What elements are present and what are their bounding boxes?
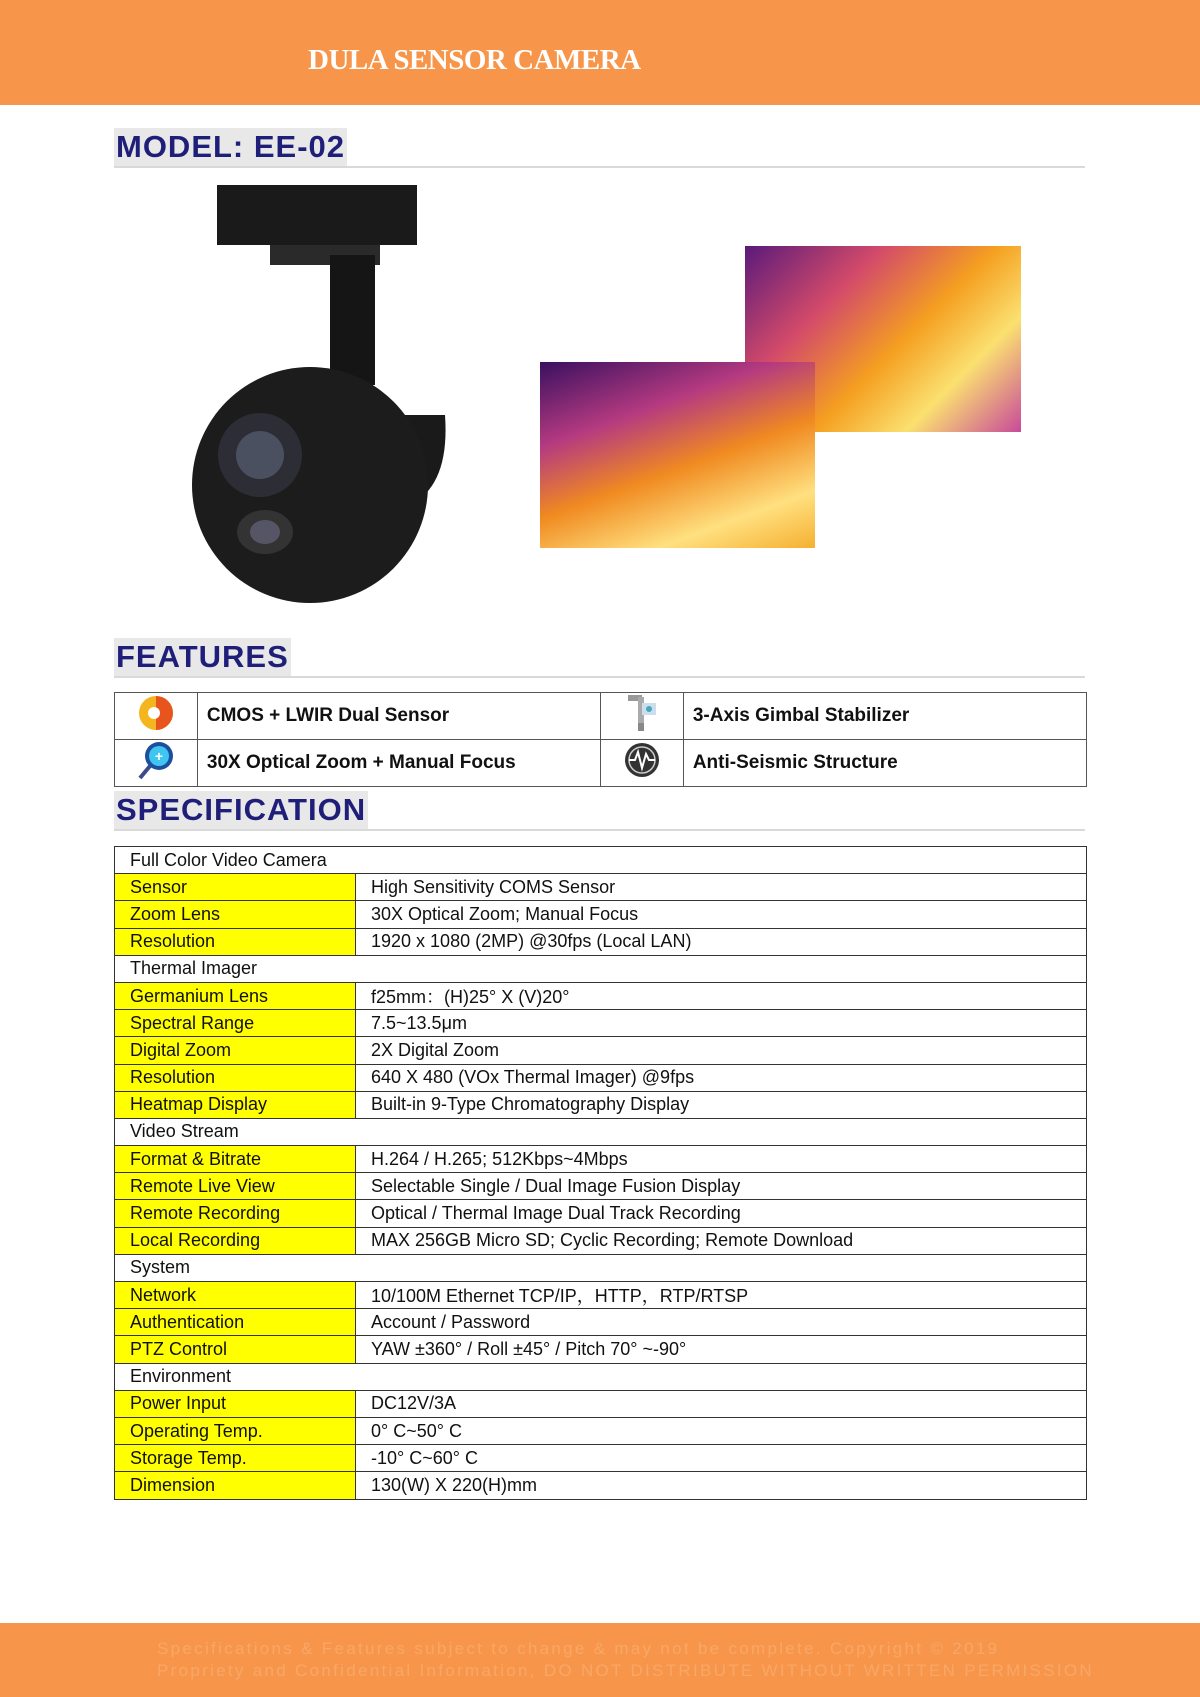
spec-value: 1920 x 1080 (2MP) @30fps (Local LAN)	[356, 928, 1087, 955]
spec-value: Optical / Thermal Image Dual Track Recording	[356, 1200, 1087, 1227]
spec-value: H.264 / H.265; 512Kbps~4Mbps	[356, 1146, 1087, 1173]
spec-key: Dimension	[115, 1472, 356, 1499]
spec-value: YAW ±360° / Roll ±45° / Pitch 70° ~-90°	[356, 1336, 1087, 1363]
spec-section-title: Video Stream	[115, 1118, 1087, 1145]
features-table	[114, 692, 1087, 787]
seismic-icon	[624, 742, 660, 778]
spec-section-title: Environment	[115, 1363, 1087, 1390]
spec-row	[115, 1445, 1087, 1472]
spec-row	[115, 874, 1087, 901]
spec-key: Operating Temp.	[115, 1417, 356, 1444]
feature-label: 3-Axis Gimbal Stabilizer	[683, 693, 1086, 740]
feature-label: Anti-Seismic Structure	[683, 740, 1086, 787]
feature-label: CMOS + LWIR Dual Sensor	[197, 693, 600, 740]
features-heading-bar	[114, 638, 1085, 678]
zoom-magnifier-icon	[136, 740, 176, 780]
spec-value: 30X Optical Zoom; Manual Focus	[356, 901, 1087, 928]
spec-row	[115, 1282, 1087, 1309]
spec-key: Remote Live View	[115, 1173, 356, 1200]
spec-value: 0° C~50° C	[356, 1417, 1087, 1444]
spec-value: DC12V/3A	[356, 1390, 1087, 1417]
dual-sensor-icon	[138, 695, 174, 731]
spec-value: 7.5~13.5μm	[356, 1010, 1087, 1037]
spec-value: f25mm：(H)25° X (V)20°	[356, 982, 1087, 1009]
spec-section-title: System	[115, 1254, 1087, 1281]
spec-value: 10/100M Ethernet TCP/IP，HTTP，RTP/RTSP	[356, 1282, 1087, 1309]
spec-section-row	[115, 847, 1087, 874]
spec-value: High Sensitivity COMS Sensor	[356, 874, 1087, 901]
spec-key: Spectral Range	[115, 1010, 356, 1037]
spec-row	[115, 1390, 1087, 1417]
spec-value: 2X Digital Zoom	[356, 1037, 1087, 1064]
spec-row	[115, 901, 1087, 928]
spec-key: Power Input	[115, 1390, 356, 1417]
gimbal-icon	[624, 693, 660, 733]
page-title: DULA SENSOR CAMERA	[308, 44, 641, 76]
model-heading: MODEL: EE-02	[116, 129, 346, 164]
footer-banner	[0, 1623, 1200, 1697]
spec-key: Format & Bitrate	[115, 1146, 356, 1173]
spec-row	[115, 1309, 1087, 1336]
spec-section-row	[115, 955, 1087, 982]
spec-row	[115, 1037, 1087, 1064]
svg-text:+: +	[154, 748, 164, 764]
spec-row	[115, 1227, 1087, 1254]
spec-key: Remote Recording	[115, 1200, 356, 1227]
model-heading-bar	[114, 128, 1085, 168]
spec-row	[115, 1336, 1087, 1363]
spec-key: Zoom Lens	[115, 901, 356, 928]
spec-section-title: Full Color Video Camera	[115, 847, 1087, 874]
specification-heading-bar	[114, 791, 1085, 831]
spec-key: Germanium Lens	[115, 982, 356, 1009]
spec-value: 130(W) X 220(H)mm	[356, 1472, 1087, 1499]
spec-key: Storage Temp.	[115, 1445, 356, 1472]
spec-row	[115, 1173, 1087, 1200]
spec-value: MAX 256GB Micro SD; Cyclic Recording; Remote Download	[356, 1227, 1087, 1254]
features-heading: FEATURES	[116, 639, 289, 674]
spec-row	[115, 1010, 1087, 1037]
spec-key: Local Recording	[115, 1227, 356, 1254]
spec-value: Selectable Single / Dual Image Fusion Display	[356, 1173, 1087, 1200]
header-banner	[0, 0, 1200, 105]
spec-section-row	[115, 1363, 1087, 1390]
spec-row	[115, 982, 1087, 1009]
spec-section-row	[115, 1254, 1087, 1281]
feature-label: 30X Optical Zoom + Manual Focus	[197, 740, 600, 787]
spec-key: Resolution	[115, 928, 356, 955]
spec-key: Network	[115, 1282, 356, 1309]
spec-key: Resolution	[115, 1064, 356, 1091]
footer-disclaimer: Specifications & Features subject to change & may not be complete. Copyright © 2019	[157, 1639, 1000, 1658]
spec-row	[115, 1091, 1087, 1118]
spec-section-row	[115, 1118, 1087, 1145]
spec-row	[115, 1472, 1087, 1499]
thermal-image-2	[540, 362, 815, 548]
specification-table	[114, 846, 1087, 1500]
spec-row	[115, 928, 1087, 955]
spec-value: Account / Password	[356, 1309, 1087, 1336]
spec-row	[115, 1146, 1087, 1173]
camera-product-image	[180, 185, 470, 625]
spec-row	[115, 1417, 1087, 1444]
spec-key: Sensor	[115, 874, 356, 901]
spec-row	[115, 1064, 1087, 1091]
spec-value: -10° C~60° C	[356, 1445, 1087, 1472]
spec-key: Digital Zoom	[115, 1037, 356, 1064]
spec-value: Built-in 9-Type Chromatography Display	[356, 1091, 1087, 1118]
spec-key: Heatmap Display	[115, 1091, 356, 1118]
specification-heading: SPECIFICATION	[116, 792, 367, 827]
spec-key: Authentication	[115, 1309, 356, 1336]
footer-confidential: Propriety and Confidential Information, DO NOT DISTRIBUTE WITHOUT WRITTEN PERMISSION	[157, 1661, 1094, 1680]
spec-section-title: Thermal Imager	[115, 955, 1087, 982]
spec-row	[115, 1200, 1087, 1227]
spec-value: 640 X 480 (VOx Thermal Imager) @9fps	[356, 1064, 1087, 1091]
spec-key: PTZ Control	[115, 1336, 356, 1363]
